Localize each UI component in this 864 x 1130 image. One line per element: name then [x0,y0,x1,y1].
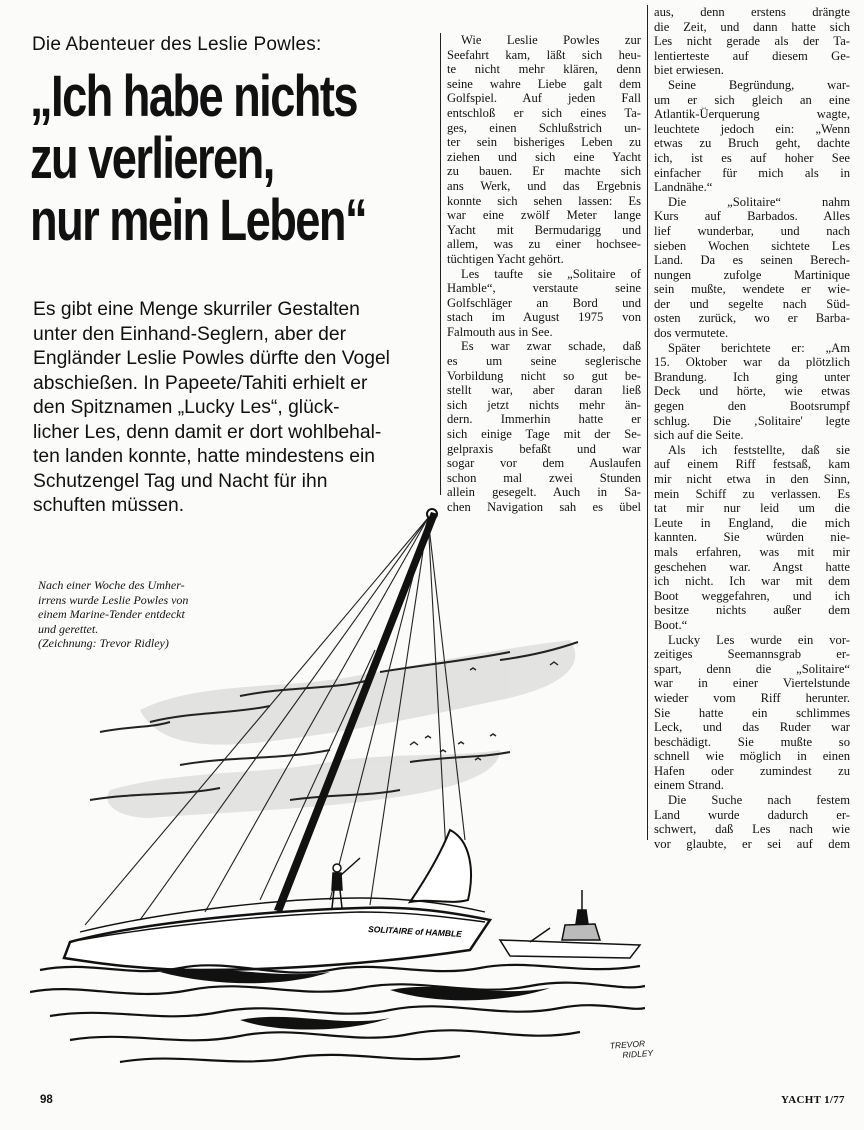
col-line: es um seine seglerische [447,354,641,369]
col-line: Land wurde dadurch er- [654,807,850,822]
col-line: mir nicht etwa in den Sinn, [654,472,850,486]
caption-line: Nach einer Woche des Umher- [38,578,185,592]
col-line: Brandung. Ich ging unter [654,369,850,384]
intro-line: ten landen konnte, hatte mindestens ein [33,446,375,467]
col-line: spart, denn die „Solitaire“ [654,661,850,676]
col-line: Hafen oder zumindest zu [654,763,850,778]
col-line: Wie Leslie Powles zur [461,33,641,47]
col-line: dos vermutete. [654,326,729,341]
col-line: Atlantik-Üerquerung wagte, [654,107,850,122]
intro-line: Engländer Leslie Powles dürfte den Vogel [33,348,390,369]
col-line: dern. Immerhin hatte er [447,412,641,427]
col-line: Landnähe.“ [654,180,713,195]
col-line: Es war zwar schade, daß [461,339,641,354]
col-line: Leute in England, die mich [654,515,850,530]
col-line: zeitiges Seemannsgrab er- [654,647,850,662]
col-line: biet erwiesen. [654,63,724,78]
col-line: mals erfahren, was mit mir [654,544,850,559]
col-line: schon mal zwei Stunden [447,470,641,485]
intro-line: unter den Einhand-Seglern, aber der [33,323,347,345]
col-line: chen Navigation sah es übel [447,500,641,514]
col-line: Les taufte sie „Solitaire of [461,266,641,281]
col-line: mein Schiff zu verlassen. Es [654,486,850,501]
page-number: 98 [40,1094,53,1106]
col-line: auf einem Riff festsaß, kam [654,457,850,472]
signature-line: RIDLEY [622,1047,654,1060]
col-line: ich, ist es auf hoher See [654,150,850,165]
col-line: leuchtete jedoch ein: „Wenn [654,121,850,136]
col-line: stellt war, aber daran ließ [447,383,641,398]
col-line: aus, denn erstens drängte [654,5,850,19]
col-line: Falmouth aus in See. [447,324,553,339]
col-line: nungen zufolge Martinique [654,267,850,282]
article-kicker: Die Abenteuer des Leslie Powles: [32,34,322,55]
col-line: sogar vor dem Auslaufen [447,456,641,471]
article-headline [30,64,367,253]
intro-line: schuften müssen. [33,495,185,516]
col-line: einfacher für mich als in [654,165,850,180]
signature-line: TREVOR [609,1038,646,1051]
col-line: allein gesegelt. Auch in Sa- [447,485,641,500]
text-column-2 [654,5,850,851]
col-line: Boot.“ [654,617,688,632]
col-line: schnell wie möglich in einen [654,749,850,764]
sailor-figure [332,858,360,908]
yacht-hull [64,908,490,970]
text-column-1 [447,33,641,515]
col-line: der und segelte nach Süd- [654,296,850,311]
col-line: Leck, und das Ruder war [654,720,850,735]
col-line: Seine Begründung, war- [668,77,850,92]
col-line: Golfschläger an Bord und [447,295,641,310]
col-line: tüchtigen Yacht gehört. [447,251,564,266]
col-line: schwert, daß Les nach wie [654,822,850,837]
headline-line: zu verlieren, [30,126,274,191]
col-line: Land. Da es seinen Berech- [654,253,850,268]
col-line: Später berichtete er: „Am [668,340,850,355]
col-line: te nicht mehr klären, denn [447,62,641,77]
col-line: um er sich gleich an eine [654,92,850,107]
col-line: kannten. Sie würden nie- [654,530,850,545]
col-line: Boot weggefahren, und ich [654,588,850,603]
col-line: ziehen und sich eine Yacht [447,149,641,164]
navy-tender [500,890,640,958]
col-line: schlug. Die ‚Solitaire' legte [654,413,850,428]
col-line: vor glaubte, er sei auf dem [654,836,850,851]
col-line: war in einer Viertelstunde [654,676,850,691]
col-line: Lucky Les wurde ein vor- [668,632,850,647]
col-line: sich einige Tage mit der Se- [447,427,641,442]
col-line: Die Suche nach festem [668,793,850,808]
sea-waves [30,965,645,1062]
col-line: ich nicht. Ich war mit dem [654,574,850,589]
headline-line: nur mein Leben“ [30,188,367,253]
col-line: Als ich feststellte, daß sie [668,442,850,457]
col-line: Sie hatte ein schlimmes [654,705,850,720]
furled-sail [410,830,471,902]
col-line: Golfspiel. Auf jeden Fall [447,91,641,106]
col-line: osten zurück, wo er Barba- [654,311,850,326]
col-line: Die „Solitaire“ nahm [668,194,850,209]
col-line: lief wunderbar, und nach [654,223,850,238]
col-line: etwas zu Bruch geht, dachte [654,136,850,151]
col-line: gegen den Bootsrumpf [654,399,850,414]
column-rule-right [647,5,648,840]
headline-line: „Ich habe nichts [30,64,357,129]
intro-line: den Spitznamen „Lucky Les“, glück- [33,397,340,418]
col-line: stach im August 1975 von [447,310,641,325]
intro-line: Es gibt eine Menge skurriler Gestalten [33,299,360,320]
caption-line: (Zeichnung: Trevor Ridley) [38,636,169,650]
col-line: besitze nichts außer dem [654,603,850,618]
intro-line: Schutzengel Tag und Nacht für ihn [33,470,328,492]
col-line: entschloß er sich eines Ta- [447,105,641,120]
col-line: die Zeit, und dann hatte sich [654,19,850,34]
col-line: ans Werk, und das Ergebnis [447,178,641,193]
col-line: Kurs auf Barbados. Alles [654,209,850,224]
col-line: wieder vom Riff herunter. [654,690,850,705]
col-line: Seefahrt kam, läßt sich heu- [447,47,641,62]
hull-name: SOLITAIRE of HAMBLE [367,924,463,939]
article-intro [33,298,438,519]
col-line: Vorbildung nicht so gut be- [447,368,641,383]
sky-wash [107,640,575,818]
col-line: beschädigt. Sie mußte so [654,734,850,749]
col-line: tat mir nur leid um die [654,501,850,516]
col-line: lentierteste auf diesem Ge- [654,48,850,63]
col-line: war eine zwölf Meter lange [447,208,641,223]
col-line: sich jetzt nichts mehr än- [447,397,641,412]
col-line: sich auf die Seite. [654,428,744,443]
column-rule-left [440,33,441,495]
sailboat-illustration [30,500,645,1080]
col-line: konnte sich sehen lassen: Es [447,193,641,208]
caption-line: irrens wurde Leslie Powles von [38,592,189,607]
artist-signature [609,1035,690,1061]
col-line: ges, einen Schlußstrich un- [447,120,641,135]
col-line: geschehen war. Angst hatte [654,559,850,574]
sea-shading [160,969,550,1030]
intro-line: licher Les, denn damit er dort wohlbehal- [33,421,382,443]
caption-line: einem Marine-Tender entdeckt [38,607,185,621]
intro-line: abschießen. In Papeete/Tahiti erhielt er [33,372,368,394]
col-line: zu bauen. Er machte sich [447,164,641,179]
col-line: sieben Wochen sichtete Les [654,238,850,253]
col-line: einem Strand. [654,778,724,793]
col-line: seine wahre Liebe galt dem [447,76,641,91]
col-line: gelpraxis befaßt und war [447,441,641,456]
col-line: Yacht mit Bermudarigg und [447,222,641,237]
col-line: Deck und hörte, wie etwas [654,384,850,399]
col-line: 15. Oktober war da plötzlich [654,355,850,370]
magazine-issue: YACHT 1/77 [781,1094,845,1106]
col-line: Les nicht gerade als der Ta- [654,34,850,49]
col-line: ter sein bisheriges Leben zu [447,135,641,150]
col-line: allem, was zu einer hochsee- [447,237,641,252]
col-line: sein mußte, wendete er wie- [654,282,850,297]
col-line: Hamble“, verstaute seine [447,281,641,296]
caption-line: und gerettet. [38,621,99,636]
